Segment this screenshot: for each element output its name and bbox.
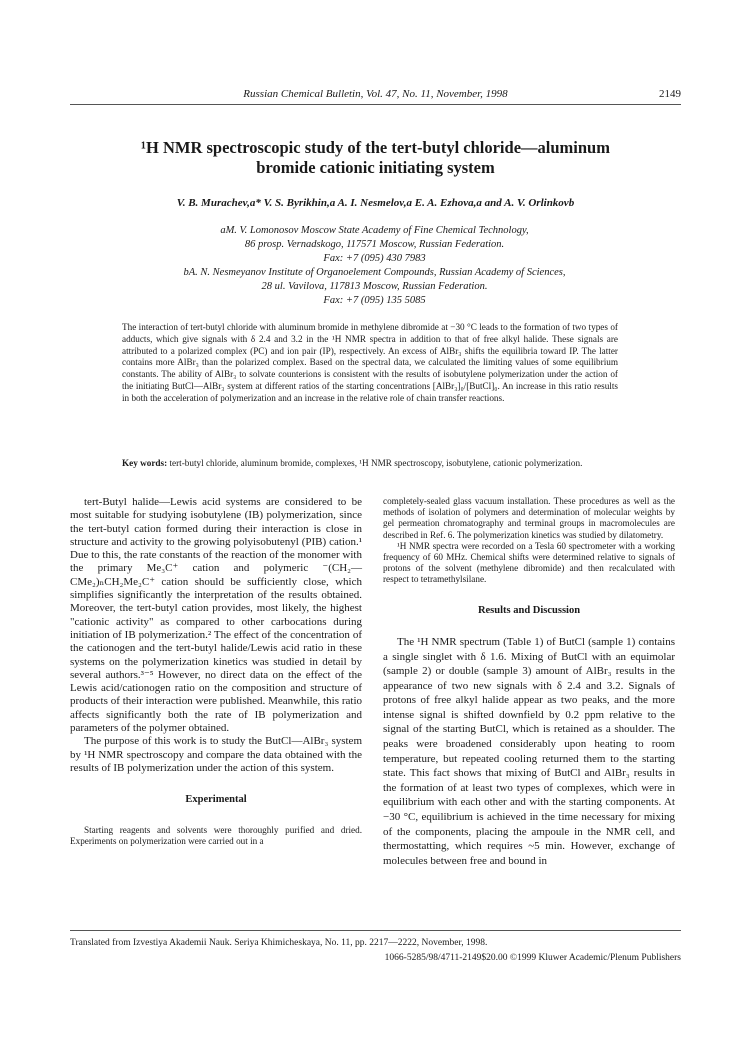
results-paragraph-1: The ¹H NMR spectrum (Table 1) of ButCl (sample 1) contains a single singlet with δ 1.6. Mixing of ButCl with an equimolar (sample 2) or double (sample 3) amount of AlBr₃ results in the appearance of two new signals with δ 2.4 and 3.2. Signals of protons of free alkyl halide appear as two peaks, and the more intense signal is shifted downfield by 0.2 ppm relative to the signal of the starting ButCl, which is retained as a shoulder. The peaks were broadened considerably upon heating to room temperature, but repeated cooling returned them to the starting state. This fact shows that mixing of ButCl and AlBr₃ results in the formation of at least two types of complexes, which were in equilibrium with each other and with the starting components. At −30 °C, equilibrium is achieved in the time necessary for mixing of the components, placing the ampoule in the NMR cell, and thermostatting, which requires ~5 min. However, exchange of molecules between free and bound in <box>383 635 675 867</box>
intro-paragraph-2: The purpose of this work is to study the ButCl—AlBr₃ system by ¹H NMR spectroscopy and compare the data obtained with the results of IB polymerization under the action of this system. <box>70 735 362 774</box>
experimental-heading: Experimental <box>185 794 247 806</box>
affiliation-a-line: 86 prosp. Vernadskogo, 117571 Moscow, Russian Federation. <box>244 239 505 250</box>
page-number: 2149 <box>659 88 681 100</box>
affiliation-b <box>120 266 629 308</box>
affiliation-b-line: bA. N. Nesmeyanov Institute of Organoelement Compounds, Russian Academy of Sciences, <box>183 267 566 278</box>
keywords-label: Key words: <box>122 458 168 468</box>
results-heading: Results and Discussion <box>477 604 581 616</box>
experimental-paragraph-1: Starting reagents and solvents were thoroughly purified and dried. Experiments on polymerization were carried out in a <box>70 824 362 846</box>
author-list: V. B. Murachev,a* V. S. Byrikhin,a A. I. Nesmelov,a E. A. Ezhova,a and A. V. Orlinkovb <box>176 197 575 209</box>
footer-divider <box>70 930 681 931</box>
affiliation-a-line: Fax: +7 (095) 430 7983 <box>323 253 426 264</box>
affiliation-b-line: Fax: +7 (095) 135 5085 <box>323 295 426 306</box>
affiliation-b-line: 28 ul. Vavilova, 117813 Moscow, Russian Federation. <box>261 281 488 292</box>
journal-citation: Russian Chemical Bulletin, Vol. 47, No. 11, November, 1998 <box>243 88 508 100</box>
running-head <box>70 88 681 105</box>
title-line-1: ¹H NMR spectroscopic study of the tert-butyl chloride—aluminum <box>141 138 610 157</box>
intro-paragraph-1: tert-Butyl halide—Lewis acid systems are considered to be most suitable for studying isobutylene (IB) polymerization, since the tert-butyl cation formed during their interaction is close in structure and activity to the growing polyisobutenyl (PIB) cation.¹ Due to this, the rate constants of the reaction of the monomer with the primary Me₃C⁺ cation and polymeric ⁻(CH₂—CMe₂)ₙCH₂Me₂C⁺ cation should be sufficiently close, which simplifies significantly the interpretation of the results obtained. Moreover, the tert-butyl cation provides, most likely, the highest "cationic activity" as compared to other carbocations during initiation of IB polymerization.² The effect of the concentration of the cationogen and the tert-butyl halide/Lewis acid ratio in these systems on the polymerization kinetics was studied in detail by several authors.³⁻⁵ However, no direct data on the effect of the Lewis acid/cationogen ratio on the composition and structure of products of their interaction were published. Meanwhile, this ratio affects significantly both the rate of IB polymerization and parameters of the polymer obtained. <box>70 496 362 735</box>
keywords <box>122 458 618 470</box>
experimental-paragraph-2: ¹H NMR spectra were recorded on a Tesla 60 spectrometer with a working frequency of 60 MHz. Chemical shifts were determined relative to signals of protons of the solvent (methylene dibromide) and then recalculated with respect to tetramethylsilane. <box>383 540 675 585</box>
affiliation-a-line: aM. V. Lomonosov Moscow State Academy of Fine Chemical Technology, <box>220 225 529 236</box>
right-column <box>383 496 675 868</box>
title-line-2: bromide cationic initiating system <box>256 158 495 177</box>
keywords-text: tert-butyl chloride, aluminum bromide, complexes, ¹H NMR spectroscopy, isobutylene, cationic polymerization. <box>169 458 583 468</box>
left-column <box>70 496 362 847</box>
translation-note: Translated from Izvestiya Akademii Nauk. Seriya Khimicheskaya, No. 11, pp. 2217—2222, November, 1998. <box>70 938 488 948</box>
copyright-line: 1066-5285/98/4711-2149$20.00 ©1999 Kluwer Academic/Plenum Publishers <box>384 953 681 963</box>
experimental-continuation: completely-sealed glass vacuum installation. These procedures as well as the methods of isolation of polymers and determination of molecular weights by gel permeation chromatography and terminal groups in macromolecules are described in Ref. 6. The polymerization kinetics was studied by dilatometry. <box>383 496 675 540</box>
affiliation-a <box>120 224 629 266</box>
article-title <box>70 138 681 178</box>
abstract: The interaction of tert-butyl chloride with aluminum bromide in methylene dibromide at −30 °C leads to the formation of two types of adducts, which give signals with δ 2.4 and 3.2 in the ¹H NMR spectra in addition to that of free alkyl halide. These signals are attributed to a polarized complex (PC) and ion pair (IP), respectively. An excess of AlBr₃ shifts the equilibria toward IP. The latter contains more AlBr₃ than the polarized complex. Based on the spectral data, we calculated the limiting values of some equilibrium constants. The ability of AlBr₃ to solvate counterions is consistent with the results of isobutylene polymerization under the action of the initiating ButCl—AlBr₃ system at different ratios of the starting concentrations [AlBr₃]₀/[ButCl]₀. An increase in this ratio results in both the acceleration of polymerization and an increase in the relative role of chain transfer reactions. <box>122 322 618 403</box>
footer <box>70 936 681 966</box>
